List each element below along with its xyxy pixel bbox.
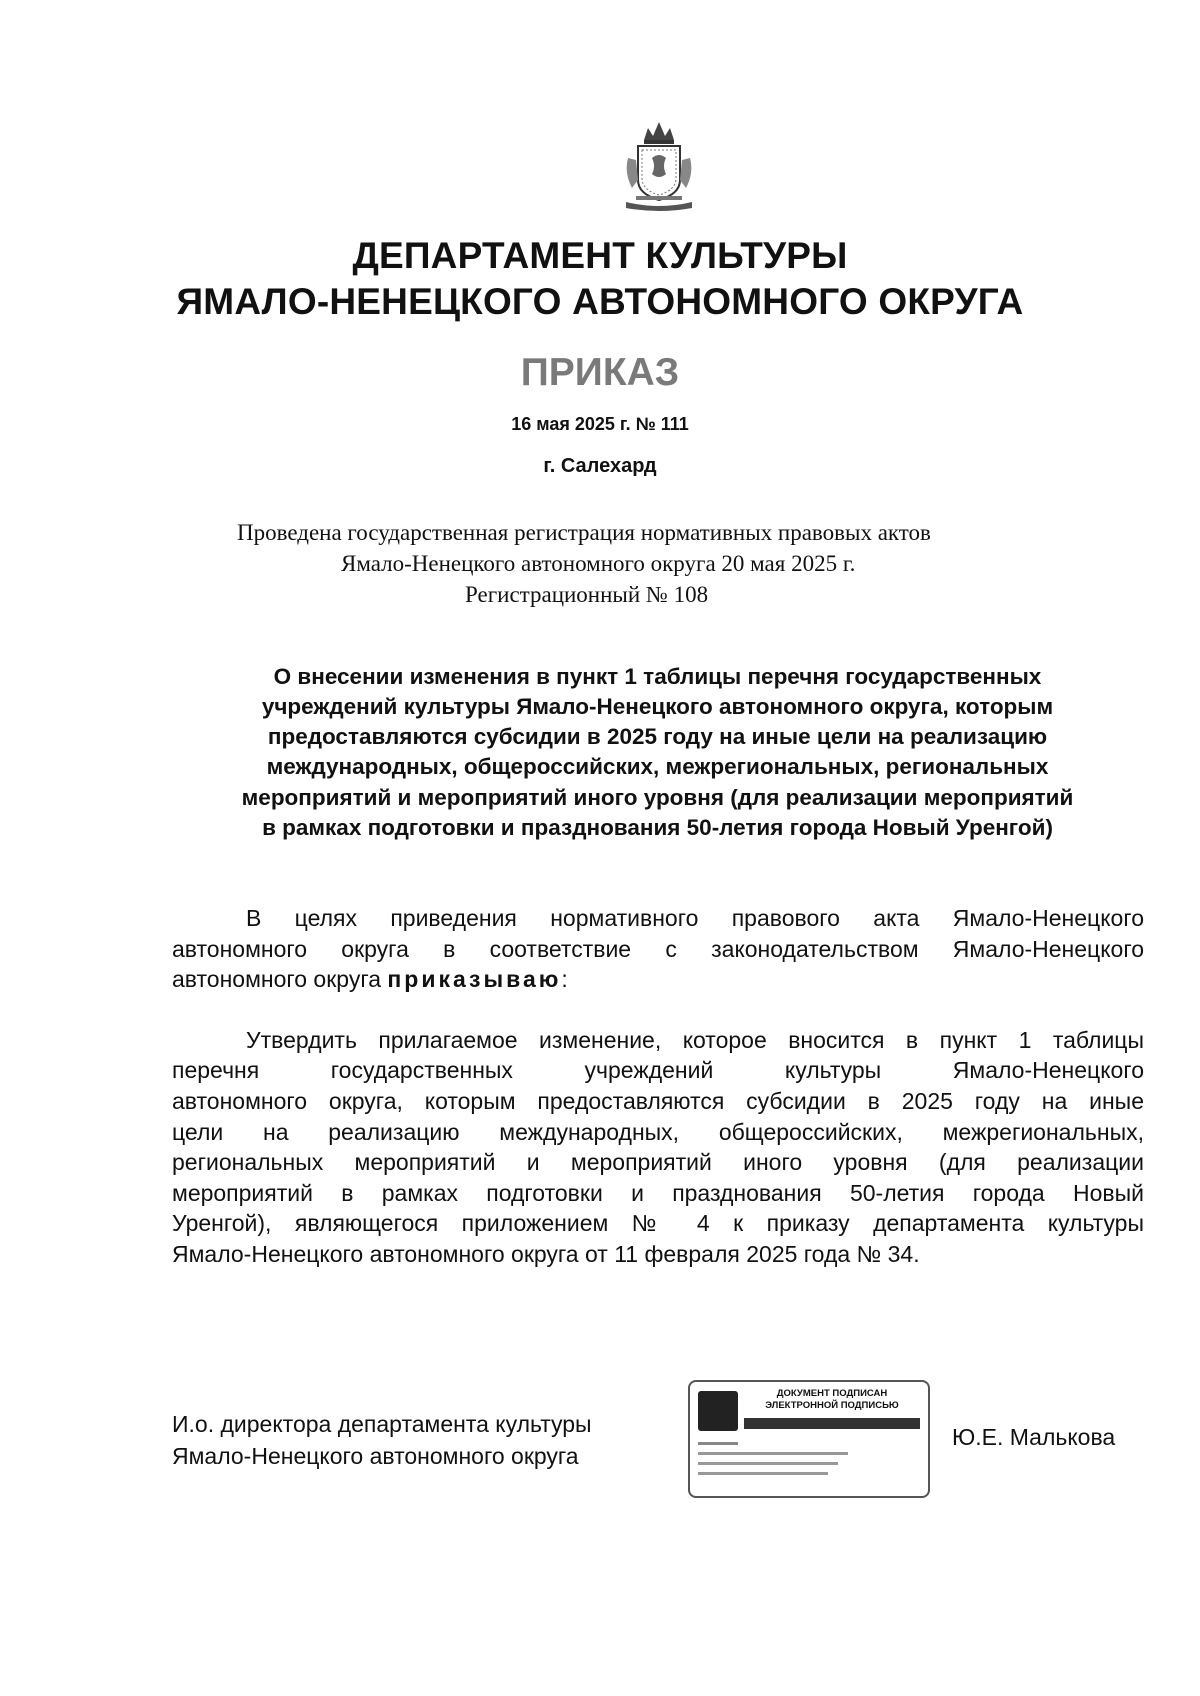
- body-line: региональных мероприятий и мероприятий иного уровня (для реализации: [172, 1149, 1144, 1175]
- body-line: Ямало-Ненецкого автономного округа от 11 февраля 2025 года № 34.: [172, 1241, 920, 1267]
- title-line: О внесении изменения в пункт 1 таблицы перечня государственных: [273, 664, 1042, 689]
- body-line: цели на реализацию международных, общероссийских, межрегиональных,: [172, 1119, 1144, 1145]
- preamble-line: автономного округа в соответствие с законодательством Ямало-Ненецкого: [172, 936, 1144, 962]
- registration-line: Проведена государственная регистрация нормативных правовых актов: [237, 520, 931, 545]
- department-name-line2: ЯМАЛО-НЕНЕЦКОГО АВТОНОМНОГО ОКРУГА: [176, 281, 1024, 322]
- preamble-line: [172, 966, 1144, 993]
- order-keyword: приказываю: [387, 966, 562, 992]
- stamp-title: [744, 1388, 920, 1412]
- registration-line: Ямало-Ненецкого автономного округа 20 мая 2025 г.: [341, 551, 856, 576]
- signatory-position-line: Ямало-Ненецкого автономного округа: [172, 1443, 579, 1469]
- body-line: перечня государственных учреждений культуры Ямало-Ненецкого: [172, 1057, 1144, 1083]
- stamp-emblem-icon: [698, 1391, 738, 1431]
- title-line: предоставляются субсидии в 2025 году на иные цели на реализацию: [267, 724, 1048, 749]
- title-line: в рамках подготовки и празднования 50-летия города Новый Уренгой): [262, 815, 1053, 840]
- signatory-position-line: И.о. директора департамента культуры: [172, 1411, 592, 1437]
- preamble-line: В целях приведения нормативного правового акта Ямало-Ненецкого: [246, 905, 1144, 931]
- preamble-colon: :: [561, 966, 568, 992]
- document-type: ПРИКАЗ: [520, 351, 680, 394]
- body-line: мероприятий в рамках подготовки и празднования 50-летия города Новый: [172, 1180, 1144, 1206]
- title-line: мероприятий и мероприятий иного уровня (для реализации мероприятий: [241, 785, 1074, 810]
- preamble-text: автономного округа: [172, 966, 388, 992]
- body-line: Утвердить прилагаемое изменение, которое вносится в пункт 1 таблицы: [246, 1027, 1144, 1053]
- registration-number: Регистрационный № 108: [465, 582, 709, 607]
- yamal-coat-of-arms-icon: [622, 118, 696, 214]
- body-line: Уренгой), являющегося приложением № 4 к приказу департамента культуры: [172, 1210, 1144, 1236]
- signatory-name: Ю.Е. Малькова: [952, 1424, 1116, 1450]
- stamp-certificate-details: [698, 1440, 918, 1490]
- stamp-title-line: ЭЛЕКТРОННОЙ ПОДПИСЬЮ: [765, 1400, 899, 1411]
- stamp-title-line: ДОКУМЕНТ ПОДПИСАН: [776, 1388, 888, 1399]
- document-city: г. Салехард: [543, 455, 657, 477]
- department-name-line1: ДЕПАРТАМЕНТ КУЛЬТУРЫ: [352, 235, 848, 276]
- stamp-band: [744, 1418, 920, 1429]
- title-line: учреждений культуры Ямало-Ненецкого автономного округа, которым: [261, 694, 1054, 719]
- body-line: автономного округа, которым предоставляются субсидии в 2025 году на иные: [172, 1088, 1144, 1114]
- electronic-signature-stamp-icon: [688, 1380, 930, 1498]
- signatory-position: [172, 1408, 592, 1472]
- title-line: международных, общероссийских, межрегиональных, региональных: [266, 754, 1049, 779]
- document-date-number: 16 мая 2025 г. № 111: [511, 414, 689, 434]
